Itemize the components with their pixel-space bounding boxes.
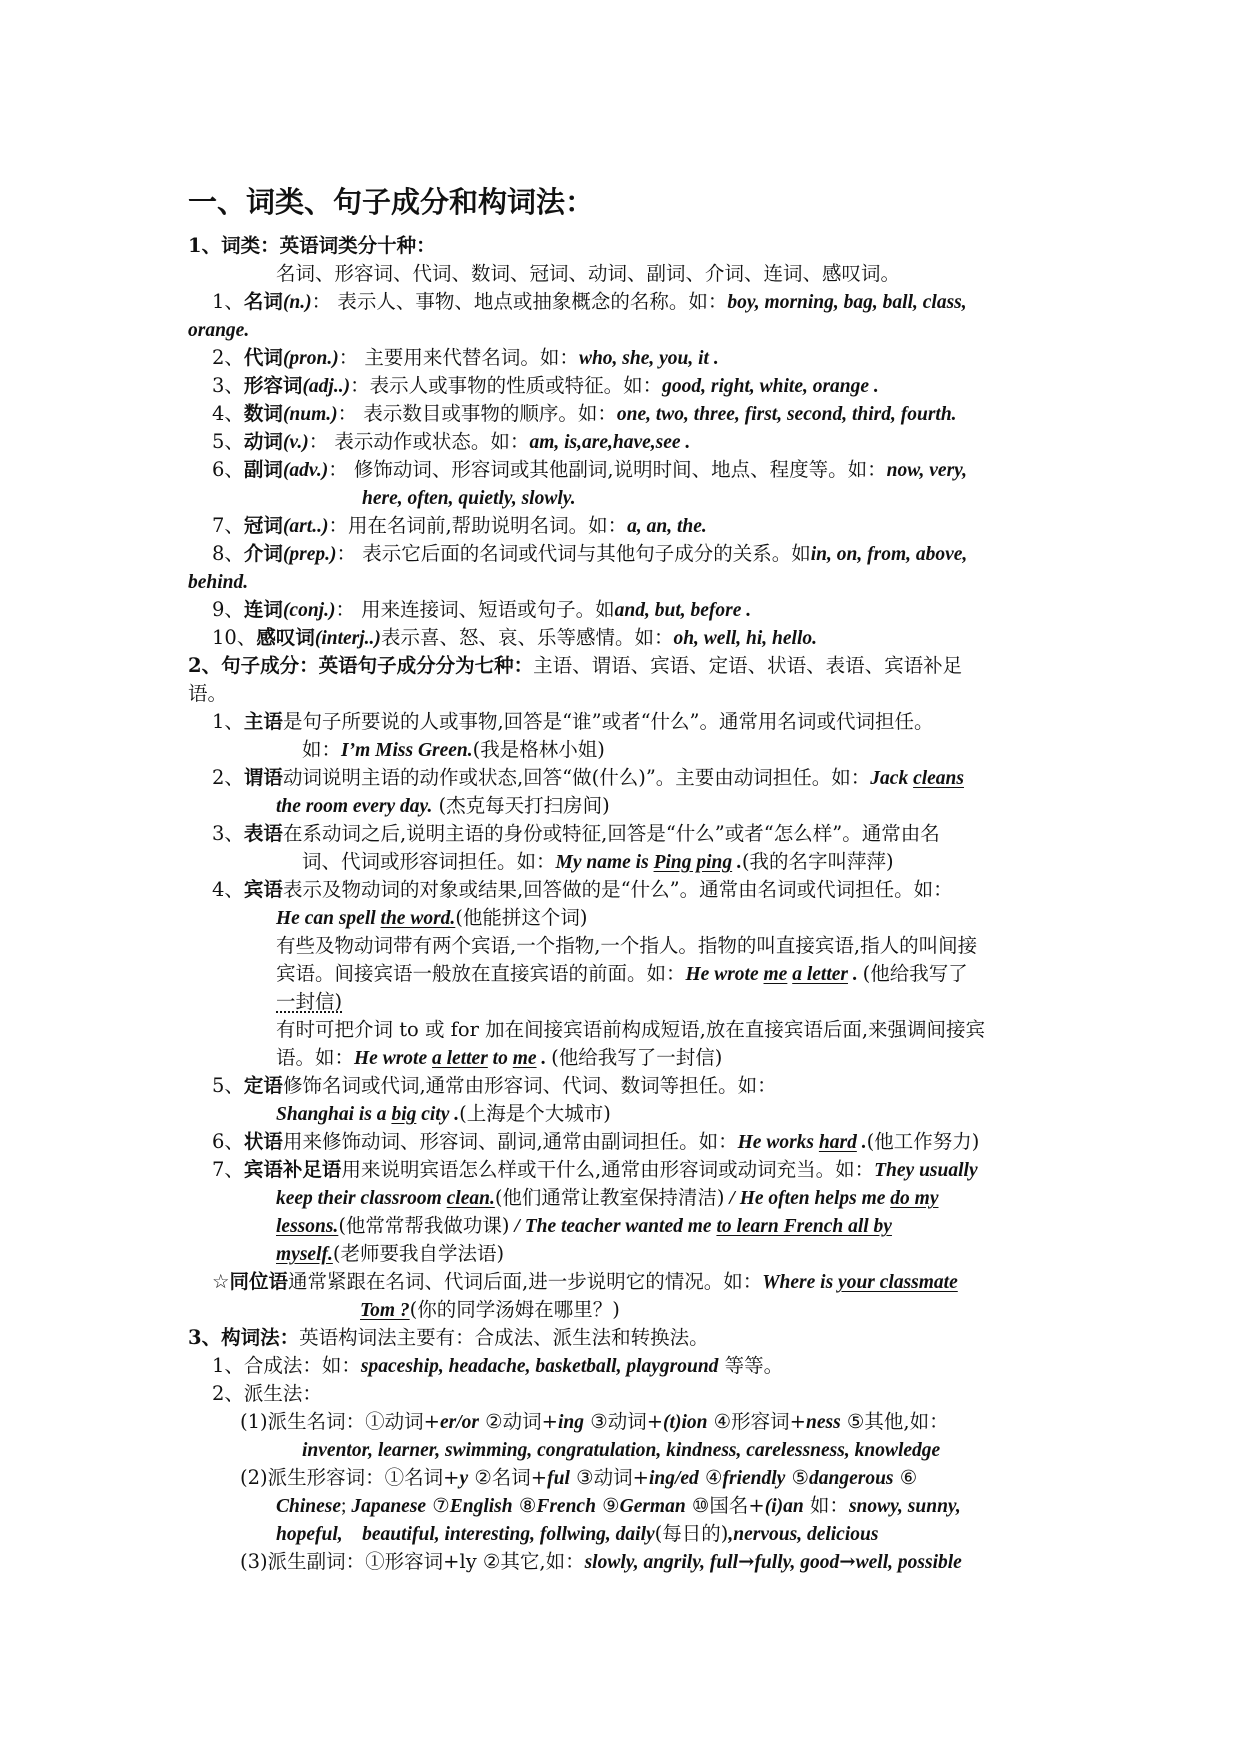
object-note-3: 一封信) [276, 990, 343, 1013]
word-class-list: 名词、形容词、代词、数词、冠词、动词、副词、介词、连词、感叹词。 [276, 262, 901, 285]
object-complement-item: 7、宾语补足语用来说明宾语怎么样或干什么,通常由形容词或动词充当。如：They usually [212, 1158, 978, 1181]
object-note-2: 宾语。间接宾语一般放在直接宾语的前面。如：He wrote me a letter . (他给我写了 [276, 962, 968, 985]
derived-adjectives-cont: Chinese; Japanese ⑦English ⑧French ⑨German ⑩国名+(i)an 如：snowy, sunny, [276, 1494, 961, 1517]
appositive-item: ☆同位语通常紧跟在名词、代词后面,进一步说明它的情况。如：Where is your classmate [212, 1270, 958, 1293]
pos-adverb-cont: here, often, quietly, slowly. [362, 488, 576, 509]
derived-nouns-examples: inventor, learner, swimming, congratulation, kindness, carelessness, knowledge [302, 1440, 941, 1461]
derived-adjectives: (2)派生形容词：①名词+y ②名词+ful ③动词+ing/ed ④friendly ⑤dangerous ⑥ [240, 1466, 918, 1489]
pos-numeral: 4、数词(num.)： 表示数目或事物的顺序。如：one, two, three, first, second, third, fourth. [212, 402, 957, 425]
predicative-example: 词、代词或形容词担任。如：My name is Ping ping .(我的名字叫萍萍) [302, 850, 894, 873]
derived-adverbs: (3)派生副词：①形容词+ly ②其它,如：slowly, angrily, full→fully, good→well, possible [240, 1550, 962, 1573]
section-2-heading-cont: 语。 [188, 682, 228, 705]
pos-noun: 1、名词(n.)： 表示人、事物、地点或抽象概念的名称。如：boy, morning, bag, ball, class, [212, 290, 967, 313]
section-3-heading: 3、构词法：英语构词法主要有：合成法、派生法和转换法。 [188, 1326, 709, 1349]
pos-conjunction: 9、连词(conj.)： 用来连接词、短语或句子。如and, but, before . [212, 598, 752, 621]
arrow-right-icon: → [738, 1550, 755, 1573]
attribute-example: Shanghai is a big city .(上海是个大城市) [276, 1102, 611, 1125]
object-note-5: 语。如：He wrote a letter to me . (他给我写了一封信) [276, 1046, 723, 1069]
object-complement-ex-2: lessons.(他常常帮我做功课) / The teacher wanted me to learn French all by [276, 1214, 892, 1237]
pos-adverb: 6、副词(adv.)： 修饰动词、形容词或其他副词,说明时间、地点、程度等。如：now, very, [212, 458, 967, 481]
predicate-example: the room every day. (杰克每天打扫房间) [276, 794, 610, 817]
subject-item: 1、主语是句子所要说的人或事物,回答是“谁”或者“什么”。通常用名词或代词担任。 [212, 710, 934, 733]
appositive-example: Tom ?(你的同学汤姆在哪里？) [360, 1298, 620, 1321]
pos-preposition: 8、介词(prep.)： 表示它后面的名词或代词与其他句子成分的关系。如in, on, from, above, [212, 542, 968, 565]
object-complement-ex-1: keep their classroom clean.(他们通常让教室保持清洁) / He often helps me do my [276, 1186, 939, 1209]
adverbial-item: 6、状语用来修饰动词、形容词、副词,通常由副词担任。如：He works hard .(他工作努力) [212, 1130, 980, 1153]
subject-example: 如：I’m Miss Green.(我是格林小姐) [302, 738, 605, 761]
pos-article: 7、冠词(art..)：用在名词前,帮助说明名词。如：a, an, the. [212, 514, 707, 537]
pos-noun-cont: orange. [188, 320, 250, 341]
pos-interjection: 10、感叹词(interj..)表示喜、怒、哀、乐等感情。如：oh, well, hi, hello. [212, 626, 818, 649]
derived-nouns: (1)派生名词：①动词+er/or ②动词+ing ③动词+(t)ion ④形容词+ness ⑤其他,如： [240, 1410, 949, 1433]
section-2-heading: 2、句子成分：英语句子成分分为七种：主语、谓语、宾语、定语、状语、表语、宾语补足 [188, 654, 963, 677]
page-title: 一、词类、句子成分和构词法： [188, 185, 595, 219]
object-example: He can spell the word.(他能拼这个词) [276, 906, 588, 929]
pos-verb: 5、动词(v.)： 表示动作或状态。如：am, is,are,have,see . [212, 430, 691, 453]
pos-preposition-cont: behind. [188, 572, 249, 593]
pos-pronoun: 2、代词(pron.)： 主要用来代替名词。如：who, she, you, it . [212, 346, 719, 369]
predicative-item: 3、表语在系动词之后,说明主语的身份或特征,回答是“什么”或者“怎么样”。通常由名 [212, 822, 940, 845]
derivation-item: 2、派生法： [212, 1382, 322, 1405]
derived-adjectives-examples: hopeful, beautiful, interesting, follwing, daily(每日的),nervous, delicious [276, 1522, 879, 1545]
object-note-4: 有时可把介词 to 或 for 加在间接宾语前构成短语,放在直接宾语后面,来强调间接宾 [276, 1018, 986, 1041]
compounding-item: 1、合成法：如：spaceship, headache, basketball, playground 等等。 [212, 1354, 784, 1377]
attribute-item: 5、定语修饰名词或代词,通常由形容词、代词、数词等担任。如： [212, 1074, 777, 1097]
object-item: 4、宾语表示及物动词的对象或结果,回答做的是“什么”。通常由名词或代词担任。如： [212, 878, 953, 901]
predicate-item: 2、谓语动词说明主语的动作或状态,回答“做(什么)”。主要由动词担任。如：Jack cleans [212, 766, 964, 789]
object-note-1: 有些及物动词带有两个宾语,一个指物,一个指人。指物的叫直接宾语,指人的叫间接 [276, 934, 978, 957]
pos-adjective: 3、形容词(adj..)：表示人或事物的性质或特征。如：good, right, white, orange . [212, 374, 879, 397]
arrow-right-icon: → [839, 1550, 856, 1573]
document-body [188, 180, 1068, 1576]
object-complement-ex-3: myself.(老师要我自学法语) [276, 1242, 505, 1265]
section-1-heading: 1、词类：英语词类分十种： [188, 234, 436, 257]
